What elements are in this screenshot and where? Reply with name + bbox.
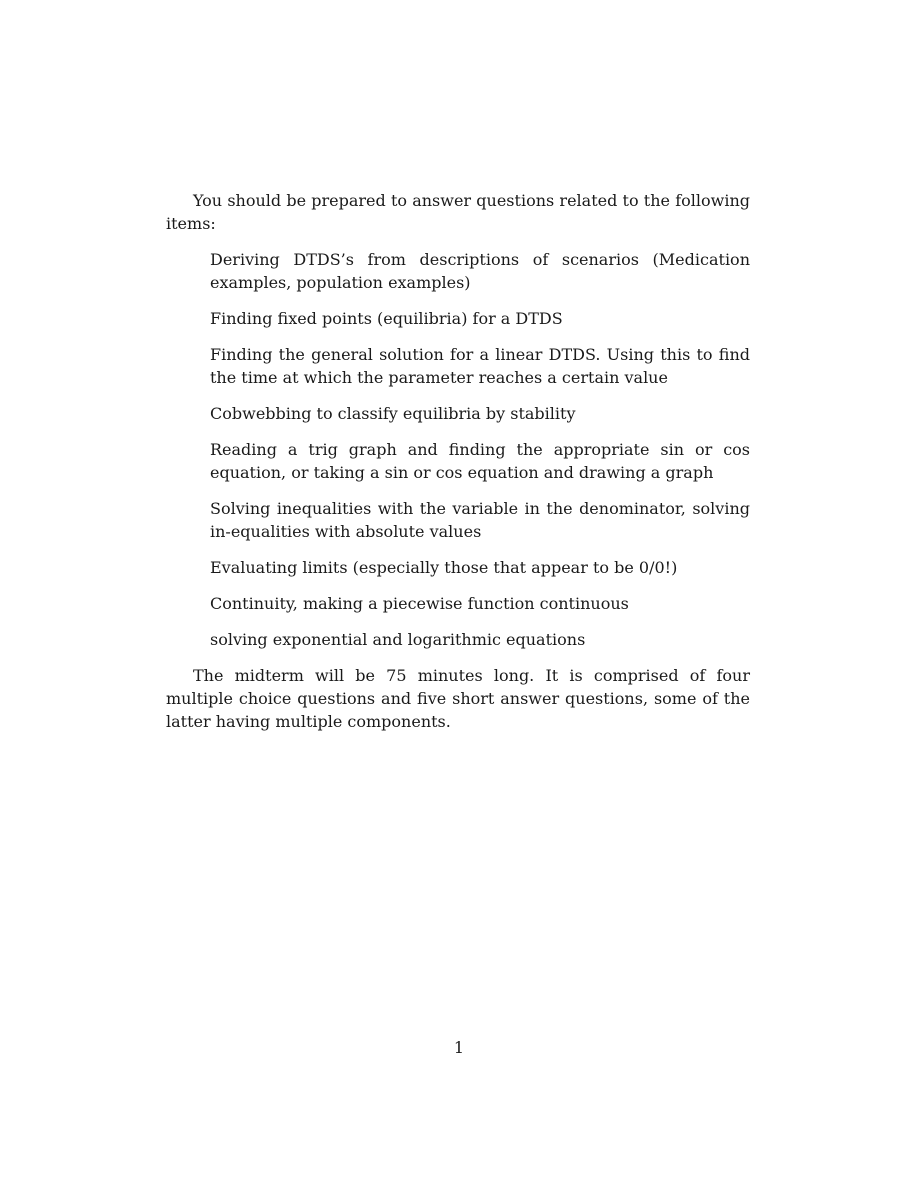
page-number: 1 [453,1038,465,1057]
topic-item: Cobwebbing to classify equilibria by stability [210,404,576,423]
closing-paragraph: The midterm will be 75 minutes long. It is comprised of four multiple choice questions and five short answer questions, some of the latter having multiple components. [166,666,750,731]
topic-item: Evaluating limits (especially those that appear to be 0/0!) [210,558,678,577]
topic-item: Deriving DTDS’s from descriptions of scenarios (Medication examples, population examples) [210,250,750,292]
topic-list [166,248,750,651]
intro-paragraph: You should be prepared to answer questions related to the following items: [166,191,750,233]
topic-item: Finding the general solution for a linear DTDS. Using this to find the time at which the parameter reaches a certain value [210,345,750,387]
topic-item: Reading a trig graph and finding the appropriate sin or cos equation, or taking a sin or cos equation and drawing a graph [210,440,750,482]
document-body [166,189,750,733]
topic-item: Continuity, making a piecewise function continuous [210,594,629,613]
topic-item: Solving inequalities with the variable in the denominator, solving in-equalities with absolute values [210,499,750,541]
topic-item: solving exponential and logarithmic equations [210,630,586,649]
topic-item: Finding fixed points (equilibria) for a DTDS [210,309,563,328]
